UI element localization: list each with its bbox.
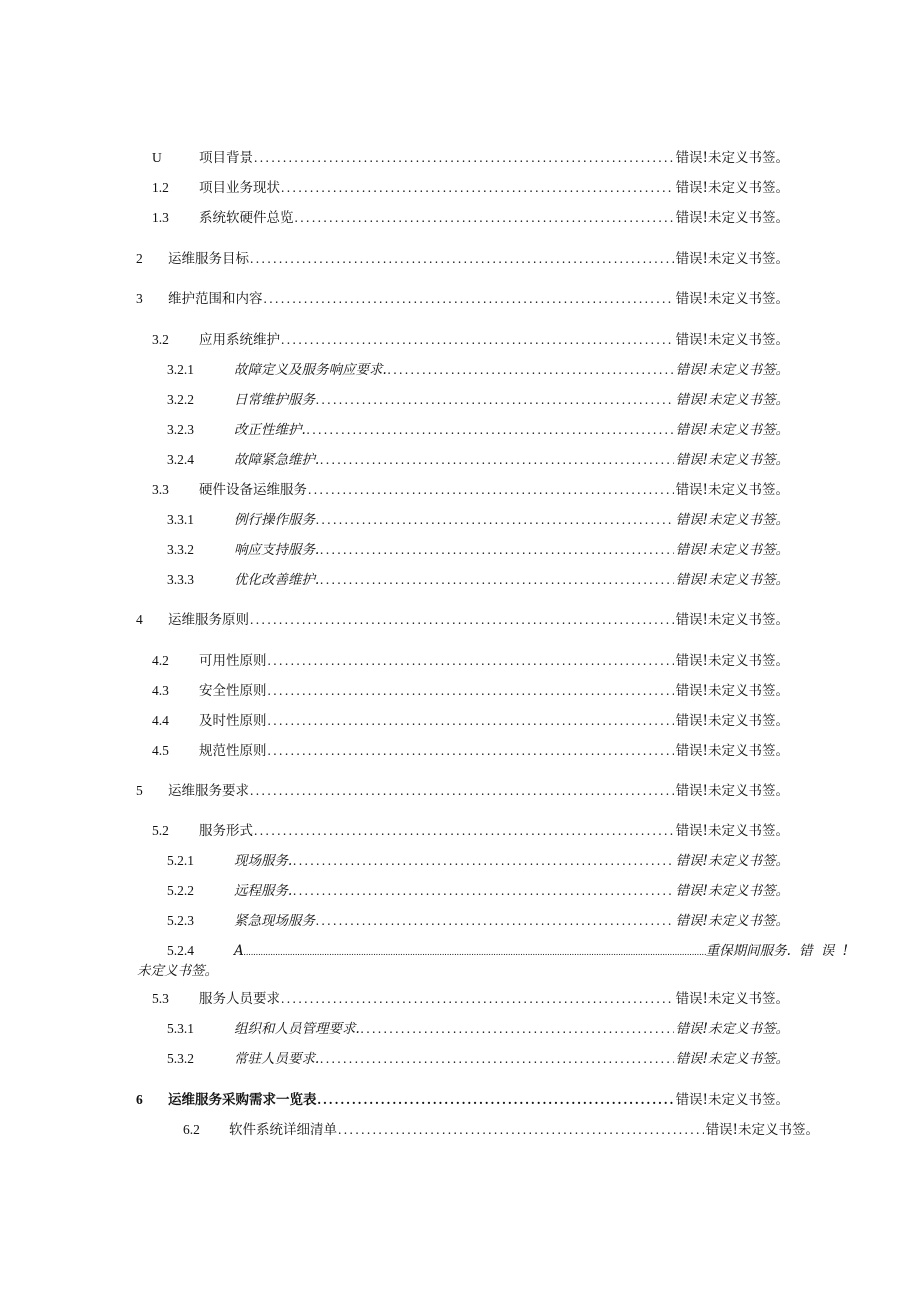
toc-entry-page: 错误!未定义书签。 <box>675 1021 789 1037</box>
toc-entry-title: 服务形式 <box>199 823 253 839</box>
toc-entry-number: 5.2.3 <box>167 913 194 928</box>
toc-leader-dots <box>320 1048 673 1070</box>
toc-entry-page: 错误!未定义书签。 <box>675 482 789 498</box>
toc-entry-number: 4.4 <box>152 713 169 728</box>
toc-entry-3[interactable] <box>136 288 789 310</box>
toc-entry-title: 运维服务原则 <box>168 612 249 628</box>
toc-leader-dots <box>316 509 674 531</box>
toc-entry-number: 5.3 <box>152 991 169 1006</box>
toc-entry-number: 1.2 <box>152 180 169 195</box>
toc-leader-dots <box>250 780 674 802</box>
toc-entry-4-3[interactable] <box>152 680 789 702</box>
toc-leader-dots <box>320 569 673 591</box>
toc-entry-number: 3.2.4 <box>167 452 194 467</box>
toc-entry-number: 5.3.1 <box>167 1021 194 1036</box>
toc-entry-title: 运维服务要求 <box>168 783 249 799</box>
toc-leader-dots <box>293 850 673 872</box>
toc-entry-number: 3.2.2 <box>167 392 194 407</box>
toc-entry-title: 规范性原则 <box>199 743 267 759</box>
toc-entry-3-2-2[interactable] <box>167 389 789 411</box>
toc-entry-4-5[interactable] <box>152 740 789 762</box>
toc-entry-number: 3.3.1 <box>167 512 194 527</box>
toc-entry-number: 3.3.3 <box>167 572 194 587</box>
toc-entry-page: 错误!未定义书签。 <box>675 392 789 408</box>
toc-entry-number: 4.5 <box>152 743 169 758</box>
toc-leader-dots <box>264 288 674 310</box>
toc-entry-page: 错误!未定义书签。 <box>675 783 789 799</box>
toc-entry-4[interactable] <box>136 609 789 631</box>
toc-entry-title: 运维服务采购需求一览表 <box>168 1092 317 1108</box>
toc-entry-1-2[interactable] <box>152 177 789 199</box>
toc-entry-3-2-4[interactable] <box>167 449 789 471</box>
toc-leader-dots <box>250 248 674 270</box>
toc-entry-page: 错误!未定义书签。 <box>675 291 789 307</box>
toc-entry-number: 6 <box>136 1092 143 1107</box>
toc-leader-dots <box>268 740 674 762</box>
toc-entry-title: 运维服务目标 <box>168 251 249 267</box>
toc-entry-number: 3.3.2 <box>167 542 194 557</box>
toc-entry-number: 4.3 <box>152 683 169 698</box>
toc-entry-5-3-2[interactable] <box>167 1048 789 1070</box>
toc-leader-dots <box>307 419 674 441</box>
toc-entry-page: 错误!未定义书签。 <box>675 362 789 378</box>
toc-entry-title: 故障定义及服务响应要求. <box>234 362 387 378</box>
toc-entry-5-2[interactable] <box>152 820 789 842</box>
toc-entry-page: 错误!未定义书签。 <box>675 180 789 196</box>
toc-entry-page: 错误!未定义书签。 <box>675 653 789 669</box>
toc-entry-5-2-2[interactable] <box>167 880 789 902</box>
toc-entry-page: 错误!未定义书签。 <box>675 542 789 558</box>
toc-entry-page: 错误!未定义书签。 <box>675 1051 789 1067</box>
toc-leader-dots <box>318 1089 674 1111</box>
toc-leader-dots <box>244 941 706 963</box>
toc-entry-6-2[interactable] <box>183 1119 819 1141</box>
toc-entry-page: 错误!未定义书签。 <box>675 150 789 166</box>
toc-entry-title: 紧急现场服务 <box>234 913 315 929</box>
toc-entry-title: 项目背景 <box>199 150 253 166</box>
toc-entry-3-2-1[interactable] <box>167 359 789 381</box>
toc-leader-dots <box>295 207 674 229</box>
toc-leader-dots <box>268 680 674 702</box>
toc-entry-number: 3.2.1 <box>167 362 194 377</box>
toc-leader-dots <box>254 820 674 842</box>
toc-entry-number: U <box>152 150 162 165</box>
toc-entry-title: 常驻人员要求. <box>234 1051 320 1067</box>
toc-entry-page: 错误!未定义书签。 <box>675 452 789 468</box>
toc-entry-page: 错误!未定义书签。 <box>675 913 789 929</box>
toc-entry-title: 响应支持服务. <box>234 542 320 558</box>
toc-entry-3-3-1[interactable] <box>167 509 789 531</box>
toc-entry-title: 改正性维护. <box>234 422 306 438</box>
toc-entry-5-2-3[interactable] <box>167 910 789 932</box>
toc-entry-1-3[interactable] <box>152 207 789 229</box>
toc-entry-page: 错误!未定义书签。 <box>675 991 789 1007</box>
toc-leader-dots <box>320 449 673 471</box>
toc-entry-title: 项目业务现状 <box>199 180 280 196</box>
toc-entry-title: 组织和人员管理要求. <box>234 1021 360 1037</box>
toc-entry-3-3-3[interactable] <box>167 569 789 591</box>
toc-leader-dots <box>388 359 674 381</box>
toc-entry-title: 软件系统详细清单 <box>229 1122 337 1138</box>
toc-entry-number: 5.2.4 <box>167 943 194 958</box>
toc-entry-number: 6.2 <box>183 1122 200 1137</box>
toc-leader-dots <box>254 147 674 169</box>
toc-entry-title: A <box>234 943 244 959</box>
toc-leader-dots <box>316 910 674 932</box>
toc-leader-dots <box>250 609 674 631</box>
toc-entry-3-3[interactable] <box>152 479 789 501</box>
toc-entry-title: 安全性原则 <box>199 683 267 699</box>
toc-entry-title: 现场服务. <box>234 853 293 869</box>
toc-entry-number: 2 <box>136 251 143 266</box>
toc-entry-1-1[interactable] <box>152 147 789 169</box>
toc-entry-page: 错误!未定义书签。 <box>675 251 789 267</box>
toc-entry-title: 日常维护服务 <box>234 392 315 408</box>
toc-entry-title: 应用系统维护 <box>199 332 280 348</box>
toc-leader-dots <box>338 1119 704 1141</box>
toc-entry-title: 维护范围和内容 <box>168 291 263 307</box>
toc-leader-dots <box>281 988 674 1010</box>
toc-leader-dots <box>361 1018 674 1040</box>
toc-leader-dots <box>308 479 674 501</box>
toc-entry-page-continued: 未定义书签。 <box>137 963 218 979</box>
toc-entry-number: 3.2 <box>152 332 169 347</box>
toc-entry-number: 3 <box>136 291 143 306</box>
toc-entry-page: 错误!未定义书签。 <box>675 572 789 588</box>
toc-entry-5-2-4[interactable] <box>0 940 920 986</box>
toc-entry-page: 错误!未定义书签。 <box>675 883 789 899</box>
toc-entry-title: 远程服务. <box>234 883 293 899</box>
toc-entry-title: 可用性原则 <box>199 653 267 669</box>
toc-entry-page: 错误!未定义书签。 <box>675 743 789 759</box>
toc-entry-title: 系统软硬件总览 <box>199 210 294 226</box>
toc-leader-dots <box>268 710 674 732</box>
toc-leader-dots <box>281 329 674 351</box>
toc-entry-title: 服务人员要求 <box>199 991 280 1007</box>
toc-leader-dots <box>293 880 673 902</box>
toc-entry-5[interactable] <box>136 780 789 802</box>
toc-entry-6[interactable] <box>136 1089 789 1111</box>
toc-leader-dots <box>268 650 674 672</box>
toc-entry-number: 5 <box>136 783 143 798</box>
toc-entry-number: 4 <box>136 612 143 627</box>
toc-entry-5-3-1[interactable] <box>167 1018 789 1040</box>
toc-entry-page: 错误!未定义书签。 <box>675 823 789 839</box>
toc-entry-5-2-1[interactable] <box>167 850 789 872</box>
toc-entry-number: 1.3 <box>152 210 169 225</box>
toc-entry-number: 5.2.1 <box>167 853 194 868</box>
toc-entry-title: 例行操作服务 <box>234 512 315 528</box>
toc-entry-page: 错误!未定义书签。 <box>675 332 789 348</box>
toc-entry-page: 错 误 ! <box>798 943 848 959</box>
toc-entry-number: 5.2 <box>152 823 169 838</box>
toc-entry-page: 错误!未定义书签。 <box>675 1092 789 1108</box>
toc-entry-title: 及时性原则 <box>199 713 267 729</box>
toc-entry-page: 错误!未定义书签。 <box>675 422 789 438</box>
toc-leader-dots <box>320 539 673 561</box>
toc-entry-4-4[interactable] <box>152 710 789 732</box>
toc-entry-page: 错误!未定义书签。 <box>675 853 789 869</box>
toc-entry-number: 5.2.2 <box>167 883 194 898</box>
toc-entry-title-end: 重保期间服务. <box>705 943 791 959</box>
toc-leader-dots <box>281 177 674 199</box>
toc-entry-title: 优化改善维护. <box>234 572 320 588</box>
toc-entry-2[interactable] <box>136 248 789 270</box>
toc-entry-number: 3.2.3 <box>167 422 194 437</box>
toc-entry-number: 3.3 <box>152 482 169 497</box>
toc-entry-3-2[interactable] <box>152 329 789 351</box>
toc-entry-4-2[interactable] <box>152 650 789 672</box>
toc-entry-3-3-2[interactable] <box>167 539 789 561</box>
toc-entry-page: 错误!未定义书签。 <box>675 612 789 628</box>
toc-entry-3-2-3[interactable] <box>167 419 789 441</box>
toc-leader-dots <box>316 389 674 411</box>
toc-entry-page: 错误!未定义书签。 <box>675 210 789 226</box>
toc-entry-number: 5.3.2 <box>167 1051 194 1066</box>
toc-entry-title: 故障紧急维护. <box>234 452 320 468</box>
toc-entry-page: 错误!未定义书签。 <box>705 1122 819 1138</box>
toc-entry-page: 错误!未定义书签。 <box>675 683 789 699</box>
toc-entry-page: 错误!未定义书签。 <box>675 512 789 528</box>
toc-entry-5-3[interactable] <box>152 988 789 1010</box>
toc-entry-number: 4.2 <box>152 653 169 668</box>
toc-entry-title: 硬件设备运维服务 <box>199 482 307 498</box>
toc-entry-page: 错误!未定义书签。 <box>675 713 789 729</box>
